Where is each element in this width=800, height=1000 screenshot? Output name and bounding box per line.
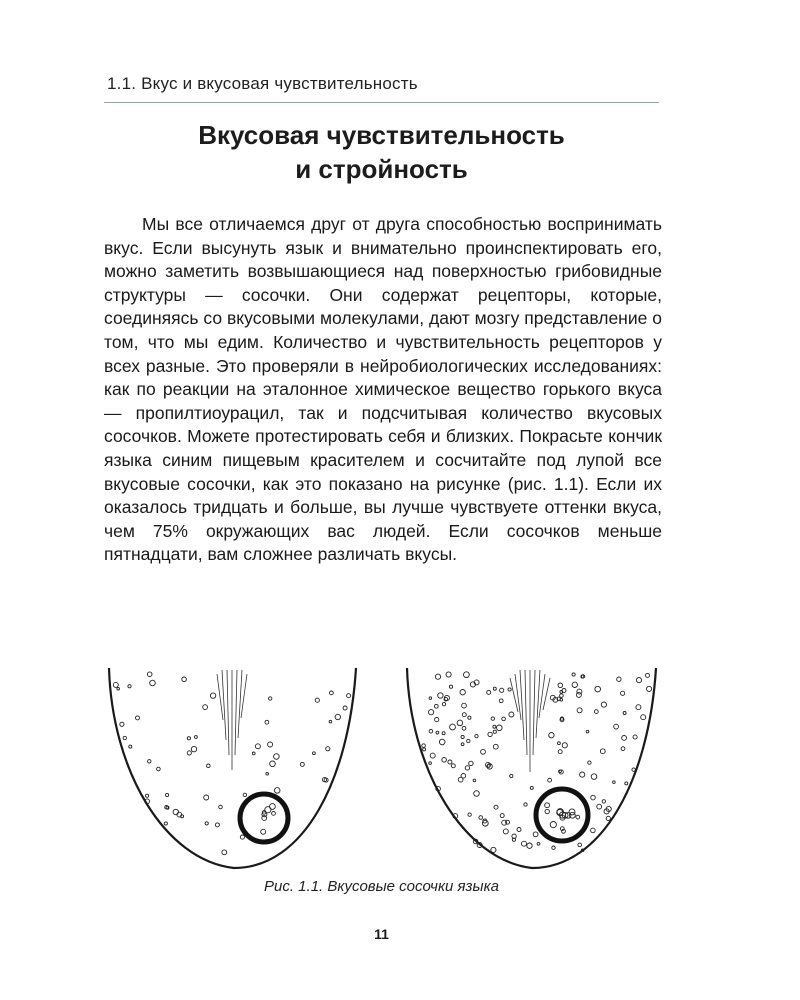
papilla-dot (588, 761, 591, 764)
papilla-dot-magnified (545, 809, 549, 813)
page-number: 11 (374, 926, 389, 942)
papilla-dot (491, 847, 496, 852)
papilla-dot (509, 712, 514, 717)
papilla-dot (636, 678, 641, 683)
papilla-dot (491, 717, 494, 720)
papilla-dot (591, 828, 596, 833)
section-title-line-2: и стройность (295, 154, 468, 184)
papilla-dot (128, 685, 131, 688)
papilla-dot (430, 753, 435, 758)
papilla-dot (429, 729, 433, 733)
papilla-dot-magnified (576, 815, 580, 819)
papilla-dot (625, 782, 628, 785)
papilla-dot (493, 730, 496, 733)
papilla-dot (577, 708, 582, 713)
papilla-dot (191, 746, 196, 751)
papilla-dot (210, 693, 215, 698)
papilla-dot (182, 677, 187, 682)
papilla-dot (438, 693, 443, 698)
papilla-dot (329, 720, 332, 723)
papilla-dot (497, 725, 503, 731)
papilla-dot (502, 717, 506, 721)
papilla-dot (446, 672, 451, 677)
papilla-dot (205, 822, 208, 825)
magnifier-circle-left (240, 794, 288, 842)
papilla-dot-magnified (261, 829, 266, 834)
papilla-dot (429, 710, 434, 715)
papilla-dot (207, 764, 211, 768)
papilla-dot (173, 809, 178, 814)
papilla-dot (451, 764, 455, 768)
papilla-dot-magnified (569, 809, 575, 815)
papilla-dot (335, 714, 340, 719)
papilla-dot (549, 733, 554, 738)
papilla-dot (621, 747, 625, 751)
papilla-dot (461, 743, 464, 746)
section-title (104, 118, 659, 186)
papilla-dot (120, 722, 124, 726)
papilla-dot (493, 725, 496, 728)
papilla-dot (436, 731, 439, 734)
papilla-dot (614, 724, 619, 729)
papilla-dot (537, 842, 540, 845)
figure-caption: Рис. 1.1. Вкусовые сосочки языка (264, 878, 499, 895)
papilla-dot (166, 793, 169, 796)
papilla-dot (465, 766, 469, 770)
papilla-dot (269, 697, 272, 700)
papilla-dot (129, 745, 132, 748)
papilla-dot-magnified (272, 812, 276, 816)
papilla-dot (527, 843, 532, 848)
papilla-dot (195, 736, 198, 739)
papilla-dot (621, 691, 625, 695)
papilla-dot (215, 823, 219, 827)
papilla-dot (533, 832, 538, 837)
papilla-dot (464, 672, 470, 678)
papilla-dot (265, 720, 269, 724)
papilla-dot (442, 758, 447, 763)
papilla-dot (558, 742, 561, 745)
papilla-dot (493, 687, 496, 690)
papilla-dot (429, 697, 432, 700)
papilla-dot (522, 841, 527, 846)
papilla-dot (646, 673, 650, 677)
papilla-dot (479, 816, 483, 820)
papilla-dot (467, 739, 470, 742)
papilla-dot (552, 846, 555, 849)
tongue-illustration-right (407, 668, 656, 868)
papilla-dot (146, 794, 149, 797)
papilla-dot (636, 705, 641, 710)
papilla-dot (578, 843, 582, 847)
tongue-illustration-left (109, 668, 356, 868)
papilla-dot (601, 702, 606, 707)
papilla-dot (270, 761, 276, 767)
papilla-dot (633, 735, 637, 739)
papilla-dot (435, 718, 439, 722)
papilla-dot (429, 762, 432, 765)
papilla-dot (330, 691, 334, 695)
papilla-dot (423, 748, 426, 751)
papilla-dot (204, 795, 209, 800)
papilla-dot (558, 683, 563, 688)
papilla-dot (222, 850, 227, 855)
papilla-dot (450, 724, 456, 730)
papilla-dot (148, 760, 151, 763)
running-head: 1.1. Вкус и вкусовая чувствительность (107, 74, 418, 93)
papilla-dot (468, 716, 471, 719)
papilla-dot (481, 749, 486, 754)
papilla-dot (647, 686, 652, 691)
papilla-dot (572, 673, 575, 676)
papilla-dot (530, 786, 533, 789)
papilla-dot (164, 822, 167, 825)
papilla-dot (562, 689, 566, 693)
papilla-dot-magnified (550, 822, 556, 828)
body-paragraph: Мы все отличаемся друг от друга способностью воспринимать вкус. Если высунуть язык и внимательно проинспектировать его, можно заметить возвышающиеся над поверхностью грибовидные структуры — сосочки. Они содержат рецепторы, которые, соединяясь со вкусовыми молекулами, дают мозгу представление о том, что мы едим. Количество и чувствительность рецепторов у всех разные. Это проверяли в нейробиологических исследованиях: как по реакции на эталонное химическое вещество горького вкуса — пропилтиоурацил, так и подсчитывая количество вкусовых сосочков. Можете протестировать себя и близких. Покрасьте кончик языка синим пищевым красителем и сосчитайте под лупой все вкусовые сосочки, как это показано на рисунке (рис. 1.1). Если их оказалось тридцать и больше, вы лучше чувствуете оттенки вкуса, чем 75% окружающих вас людей. Если сосочков меньше пятнадцати, вам сложнее различать вкусы. (104, 214, 662, 565)
papilla-dot (641, 715, 646, 720)
papilla-dot (508, 688, 511, 691)
papilla-dot (326, 747, 330, 751)
papilla-dot (313, 752, 316, 755)
papilla-dot (448, 760, 452, 764)
papilla-dot (274, 788, 280, 794)
papilla-dot (462, 713, 466, 717)
papilla-dot (500, 814, 504, 818)
papilla-dot (219, 805, 223, 809)
tongue-figure (104, 660, 664, 870)
papilla-dot (147, 672, 152, 677)
papilla-dot (494, 805, 498, 809)
papilla-dot (506, 820, 510, 824)
papilla-dot (488, 732, 492, 736)
papilla-dot (268, 742, 273, 747)
papilla-dot (562, 743, 567, 748)
papilla-dot (300, 762, 304, 766)
papilla-dot (473, 779, 476, 782)
papilla-dot (240, 835, 244, 839)
papilla-dot (462, 703, 467, 708)
papilla-dot (187, 751, 191, 755)
papilla-dot (255, 744, 260, 749)
papilla-dot (343, 706, 347, 710)
papilla-dot (474, 791, 480, 797)
papilla-dot (622, 736, 627, 741)
papilla-dot (606, 816, 610, 820)
papilla-dot (580, 772, 585, 777)
papilla-dot (576, 692, 581, 697)
papilla-dot (136, 716, 140, 720)
papilla-dot (117, 687, 120, 690)
papilla-dot (517, 828, 521, 832)
papilla-dot (203, 705, 208, 710)
papilla-dot (157, 767, 161, 771)
papilla-dot (594, 710, 598, 714)
papilla-dot (442, 732, 445, 735)
papilla-dot (461, 735, 464, 738)
papilla-dot (468, 813, 471, 816)
papilla-dot (600, 749, 605, 754)
papilla-dot (597, 804, 602, 809)
papilla-dot (347, 694, 351, 698)
papilla-dot (434, 704, 438, 708)
papilla-dot (487, 690, 491, 694)
papilla-dot (617, 677, 621, 681)
papilla-dot (150, 680, 156, 686)
papilla-dot-magnified (262, 816, 267, 821)
papilla-dot (123, 736, 126, 739)
header-rule (104, 102, 659, 103)
papilla-dot (560, 694, 564, 698)
papilla-dot (187, 737, 190, 740)
papilla-dot (475, 734, 478, 737)
papilla-dot (442, 702, 445, 705)
papilla-dot (439, 739, 445, 745)
papilla-dot (499, 699, 503, 703)
papilla-dot (591, 795, 596, 800)
papilla-dot (595, 686, 601, 692)
papilla-dot (315, 698, 319, 702)
papilla-dot (558, 750, 562, 754)
papilla-dot (243, 793, 246, 796)
papilla-dot (613, 781, 616, 784)
papilla-dot-magnified (545, 803, 550, 808)
papilla-dot (510, 774, 513, 777)
papilla-dot (469, 761, 473, 765)
papilla-dot (586, 730, 589, 733)
papilla-dot (113, 682, 118, 687)
papilla-dot (591, 774, 597, 780)
papilla-dot (623, 712, 626, 715)
papilla-dot (252, 752, 255, 755)
section-title-line-1: Вкусовая чувствительность (198, 120, 565, 150)
papilla-dot (572, 682, 577, 687)
papilla-dot (632, 768, 635, 771)
papilla-dot (461, 774, 466, 779)
papilla-dot (422, 744, 426, 748)
papilla-dot (266, 773, 269, 776)
papilla-dot (493, 744, 498, 749)
papilla-dot (500, 688, 504, 692)
papilla-dot (435, 674, 440, 679)
papilla-dot (449, 685, 452, 688)
papilla-dot (460, 690, 465, 695)
papilla-dot (524, 803, 527, 806)
papilla-dot (462, 726, 466, 730)
papilla-dot-magnified (270, 804, 276, 810)
papilla-dot (274, 754, 280, 760)
papilla-dot (503, 829, 508, 834)
papilla-dot (457, 720, 463, 726)
papilla-dot (548, 778, 552, 782)
papilla-dot (602, 800, 605, 803)
